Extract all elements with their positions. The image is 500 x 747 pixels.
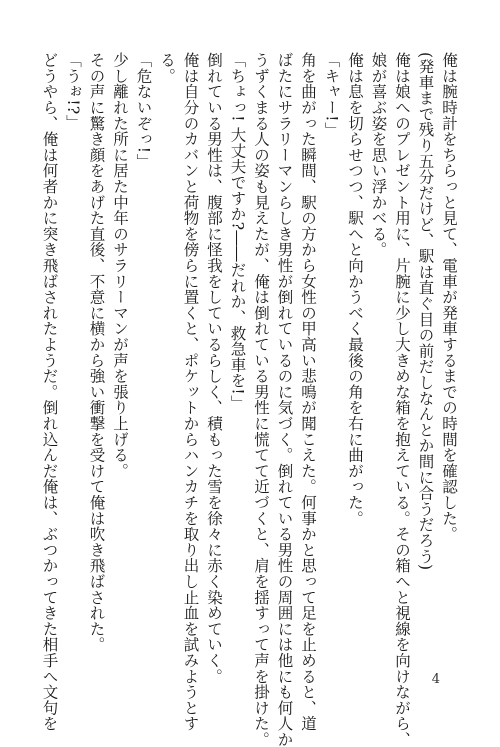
vertical-text-body <box>37 52 460 747</box>
text-line: 俺は息を切らせつつ、駅へと向かうべく最後の角を右に曲がった。 <box>346 52 364 526</box>
text-line: ばたにサラリーマンらしき男性が倒れているのに気づく。倒れている男性の周囲には他にも何人か <box>275 52 294 747</box>
text-line: 俺は自分のカバンと荷物を傍らに置くと、ポケットからハンカチを取り出し止血を試みようとす <box>181 52 200 732</box>
text-line: 娘が喜ぶ姿を思い浮かべる。 <box>369 52 388 258</box>
text-line: 倒れている男性は、腹部に怪我をしているらしく、積もった雪を徐々に赤く染めていく。 <box>205 52 223 684</box>
text-line: 俺は腕時計をちらっと見て、電車が発車するまでの時間を確認した。 <box>440 52 458 542</box>
text-line: る。 <box>158 52 176 84</box>
text-line: どうやら、俺は何者かに突き飛ばされたようだ。倒れ込んだ俺は、ぶつかってきた相手へ文句を <box>40 52 59 732</box>
text-line: 少し離れた所に居た中年のサラリーマンが声を張り上げる。 <box>111 52 129 479</box>
text-line: 俺は娘へのプレゼント用に、片腕に少し大きめな箱を抱えている。その箱へと視線を向けながら、 <box>393 52 411 747</box>
text-line: 「ちょっ! 大丈夫ですか?――だれか、救急車を!」 <box>228 52 247 411</box>
text-line: 「危ないぞっ!」 <box>134 52 153 170</box>
page-number: 4 <box>431 672 440 687</box>
text-line: うずくまる人の姿も見えたが、俺は倒れている男性に慌てて近づくと、肩を揺すって声を掛けた。 <box>252 52 270 747</box>
text-line: 「キャー!」 <box>322 52 341 138</box>
text-line: (発車まで残り五分だけど、駅は直ぐ目の前だしなんとか間に合うだろう) <box>416 52 435 571</box>
text-line: 「うぉ!?」 <box>64 52 82 131</box>
text-line: 角を曲がった瞬間、駅の方から女性の甲高い悲鳴が聞こえた。何事かと思って足を止めると、道 <box>299 52 317 732</box>
text-line: その声に驚き顔をあげた直後、不意に横から強い衝撃を受けて俺は吹き飛ばされた。 <box>87 52 106 653</box>
